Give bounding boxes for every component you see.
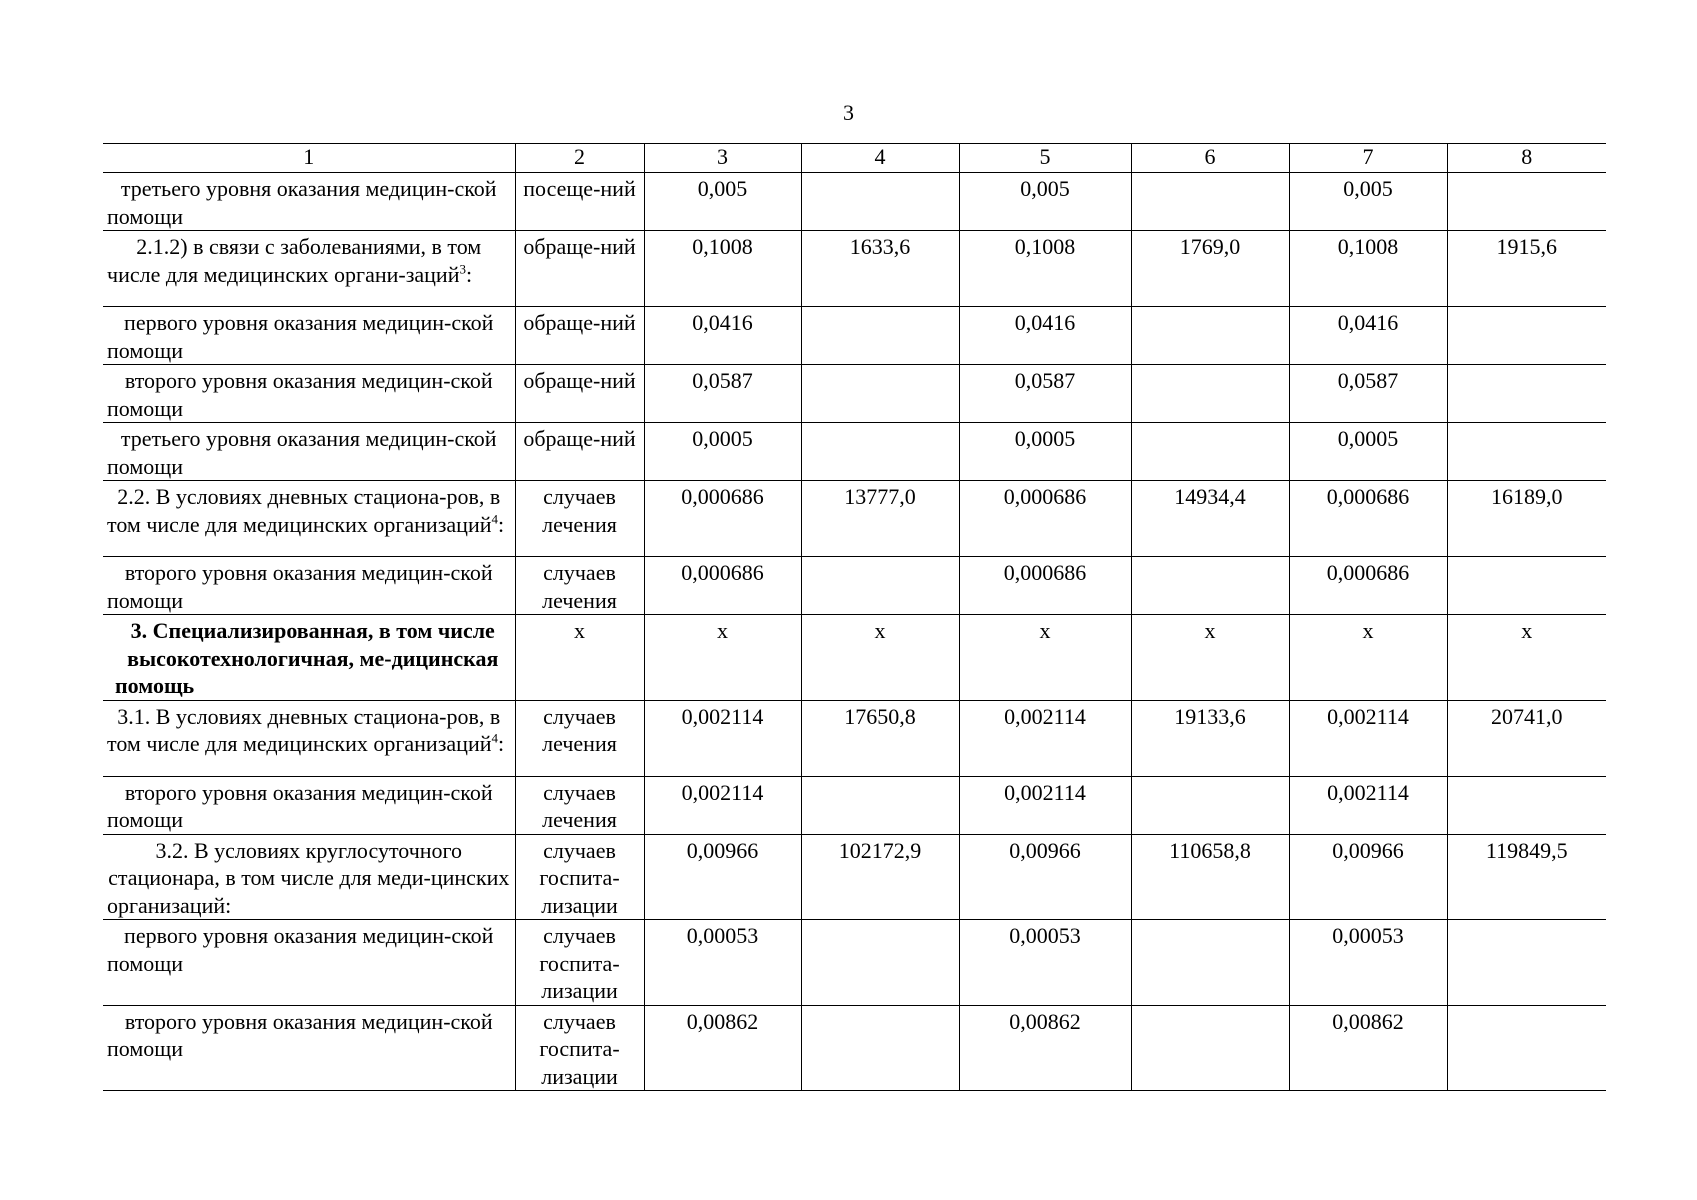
indicator-name-cell <box>103 1005 515 1091</box>
value-cell-c3: 0,002114 <box>644 700 801 776</box>
value-cell-c5: 0,00862 <box>959 1005 1131 1091</box>
indicator-name-cell <box>103 481 515 557</box>
table-row <box>103 700 1606 776</box>
value-cell-c5: 0,000686 <box>959 557 1131 615</box>
indicator-name: второго уровня оказания медицин-ской помощи <box>107 560 493 613</box>
value-cell-c5: 0,0005 <box>959 423 1131 481</box>
column-number: 7 <box>1289 144 1447 173</box>
value-cell-c8 <box>1447 776 1606 834</box>
value-cell-c7: 0,000686 <box>1289 557 1447 615</box>
value-cell-c8 <box>1447 557 1606 615</box>
value-cell-c6: 1769,0 <box>1131 231 1289 307</box>
value-cell-c6 <box>1131 173 1289 231</box>
value-cell-c7: х <box>1289 615 1447 701</box>
table-row <box>103 481 1606 557</box>
table-row <box>103 365 1606 423</box>
indicator-name-cell <box>103 920 515 1006</box>
value-cell-c6 <box>1131 1005 1289 1091</box>
page-number: 3 <box>843 100 854 125</box>
unit-cell: случаев лечения <box>515 776 644 834</box>
value-cell-c7: 0,00862 <box>1289 1005 1447 1091</box>
value-cell-c4 <box>801 173 959 231</box>
value-cell-c6: х <box>1131 615 1289 701</box>
table-body <box>103 144 1606 1091</box>
indicator-name: первого уровня оказания медицин-ской помощи <box>107 310 494 363</box>
table-row <box>103 920 1606 1006</box>
indicator-name: второго уровня оказания медицин-ской помощи <box>107 1008 493 1061</box>
indicator-name: второго уровня оказания медицин-ской помощи <box>107 779 493 832</box>
value-cell-c6: 110658,8 <box>1131 834 1289 920</box>
indicator-name-cell <box>103 173 515 231</box>
table-row <box>103 423 1606 481</box>
value-cell-c7: 0,005 <box>1289 173 1447 231</box>
value-cell-c8 <box>1447 1005 1606 1091</box>
value-cell-c3: 0,0416 <box>644 307 801 365</box>
unit-cell: обраще-ний <box>515 423 644 481</box>
table-row <box>103 231 1606 307</box>
indicator-name: 3.2. В условиях круглосуточного стационара, в том числе для меди-цинских организаций: <box>107 837 510 918</box>
unit-cell: случаев лечения <box>515 557 644 615</box>
value-cell-c4: 1633,6 <box>801 231 959 307</box>
value-cell-c8 <box>1447 920 1606 1006</box>
column-number: 2 <box>515 144 644 173</box>
table-row <box>103 615 1606 701</box>
unit-cell: случаев госпита-лизации <box>515 834 644 920</box>
column-number-row <box>103 144 1606 173</box>
table-row <box>103 307 1606 365</box>
unit-cell: х <box>515 615 644 701</box>
value-cell-c7: 0,00053 <box>1289 920 1447 1006</box>
value-cell-c3: 0,0587 <box>644 365 801 423</box>
value-cell-c5: 0,0587 <box>959 365 1131 423</box>
value-cell-c4 <box>801 365 959 423</box>
value-cell-c5: х <box>959 615 1131 701</box>
indicator-name-tail: : <box>497 731 505 756</box>
value-cell-c8 <box>1447 307 1606 365</box>
column-number: 3 <box>644 144 801 173</box>
indicator-name-cell <box>103 231 515 307</box>
value-cell-c6 <box>1131 423 1289 481</box>
indicator-name: 2.1.2) в связи с заболеваниями, в том числе для медицинских органи-заций <box>107 234 482 287</box>
indicator-name-cell <box>103 615 515 701</box>
value-cell-c3: 0,002114 <box>644 776 801 834</box>
table-row <box>103 834 1606 920</box>
value-cell-c3: 0,1008 <box>644 231 801 307</box>
indicator-name: третьего уровня оказания медицин-ской помощи <box>107 176 497 229</box>
value-cell-c4 <box>801 1005 959 1091</box>
table-row <box>103 173 1606 231</box>
value-cell-c8: 20741,0 <box>1447 700 1606 776</box>
value-cell-c8: 16189,0 <box>1447 481 1606 557</box>
value-cell-c7: 0,0416 <box>1289 307 1447 365</box>
indicator-name-cell <box>103 700 515 776</box>
unit-cell: случаев госпита-лизации <box>515 1005 644 1091</box>
value-cell-c3: 0,0005 <box>644 423 801 481</box>
value-cell-c8: 119849,5 <box>1447 834 1606 920</box>
value-cell-c4: 17650,8 <box>801 700 959 776</box>
indicator-name: третьего уровня оказания медицин-ской помощи <box>107 426 497 479</box>
table-row <box>103 557 1606 615</box>
column-number: 8 <box>1447 144 1606 173</box>
value-cell-c5: 0,005 <box>959 173 1131 231</box>
value-cell-c5: 0,002114 <box>959 700 1131 776</box>
column-number: 1 <box>103 144 515 173</box>
value-cell-c4 <box>801 557 959 615</box>
unit-cell: обраще-ний <box>515 365 644 423</box>
value-cell-c4: х <box>801 615 959 701</box>
unit-cell: обраще-ний <box>515 307 644 365</box>
column-number: 6 <box>1131 144 1289 173</box>
unit-cell: случаев лечения <box>515 700 644 776</box>
indicator-name: 3. Специализированная, в том числе высокотехнологичная, ме-дицинская помощь <box>115 618 499 698</box>
value-cell-c6 <box>1131 776 1289 834</box>
value-cell-c7: 0,000686 <box>1289 481 1447 557</box>
value-cell-c4 <box>801 920 959 1006</box>
value-cell-c5: 0,002114 <box>959 776 1131 834</box>
value-cell-c4: 102172,9 <box>801 834 959 920</box>
value-cell-c4 <box>801 423 959 481</box>
table-row <box>103 1005 1606 1091</box>
indicator-name-cell <box>103 423 515 481</box>
value-cell-c5: 0,0416 <box>959 307 1131 365</box>
value-cell-c3: 0,00862 <box>644 1005 801 1091</box>
indicator-name-cell <box>103 365 515 423</box>
value-cell-c7: 0,1008 <box>1289 231 1447 307</box>
value-cell-c5: 0,00053 <box>959 920 1131 1006</box>
indicator-name: 2.2. В условиях дневных стациона-ров, в том числе для медицинских организаций <box>107 484 501 537</box>
value-cell-c4: 13777,0 <box>801 481 959 557</box>
value-cell-c7: 0,0005 <box>1289 423 1447 481</box>
unit-cell: обраще-ний <box>515 231 644 307</box>
value-cell-c3: х <box>644 615 801 701</box>
footnote-mark: 4 <box>491 511 498 527</box>
value-cell-c5: 0,000686 <box>959 481 1131 557</box>
value-cell-c3: 0,00053 <box>644 920 801 1006</box>
value-cell-c3: 0,000686 <box>644 557 801 615</box>
table-row <box>103 776 1606 834</box>
unit-cell: случаев лечения <box>515 481 644 557</box>
value-cell-c8 <box>1447 365 1606 423</box>
indicator-name-cell <box>103 557 515 615</box>
value-cell-c6 <box>1131 920 1289 1006</box>
value-cell-c8 <box>1447 173 1606 231</box>
unit-cell: посеще-ний <box>515 173 644 231</box>
value-cell-c7: 0,00966 <box>1289 834 1447 920</box>
value-cell-c3: 0,00966 <box>644 834 801 920</box>
value-cell-c7: 0,0587 <box>1289 365 1447 423</box>
indicator-name-cell <box>103 776 515 834</box>
indicator-name: 3.1. В условиях дневных стациона-ров, в том числе для медицинских организаций <box>107 703 501 756</box>
value-cell-c8: х <box>1447 615 1606 701</box>
indicator-name: первого уровня оказания медицин-ской помощи <box>107 923 494 976</box>
value-cell-c6 <box>1131 307 1289 365</box>
indicator-name-tail: : <box>497 511 505 537</box>
footnote-mark: 3 <box>459 261 466 277</box>
unit-cell: случаев госпита-лизации <box>515 920 644 1006</box>
footnote-mark: 4 <box>491 730 498 746</box>
value-cell-c7: 0,002114 <box>1289 776 1447 834</box>
value-cell-c5: 0,00966 <box>959 834 1131 920</box>
value-cell-c8: 1915,6 <box>1447 231 1606 307</box>
column-number: 4 <box>801 144 959 173</box>
value-cell-c6: 19133,6 <box>1131 700 1289 776</box>
data-table <box>103 143 1606 1091</box>
value-cell-c3: 0,005 <box>644 173 801 231</box>
value-cell-c6: 14934,4 <box>1131 481 1289 557</box>
value-cell-c6 <box>1131 365 1289 423</box>
value-cell-c8 <box>1447 423 1606 481</box>
value-cell-c3: 0,000686 <box>644 481 801 557</box>
value-cell-c5: 0,1008 <box>959 231 1131 307</box>
indicator-name-cell <box>103 307 515 365</box>
column-number: 5 <box>959 144 1131 173</box>
value-cell-c4 <box>801 307 959 365</box>
value-cell-c4 <box>801 776 959 834</box>
indicator-name-cell <box>103 834 515 920</box>
indicator-name-tail: : <box>465 261 473 287</box>
value-cell-c7: 0,002114 <box>1289 700 1447 776</box>
value-cell-c6 <box>1131 557 1289 615</box>
indicator-name: второго уровня оказания медицин-ской помощи <box>107 368 493 421</box>
